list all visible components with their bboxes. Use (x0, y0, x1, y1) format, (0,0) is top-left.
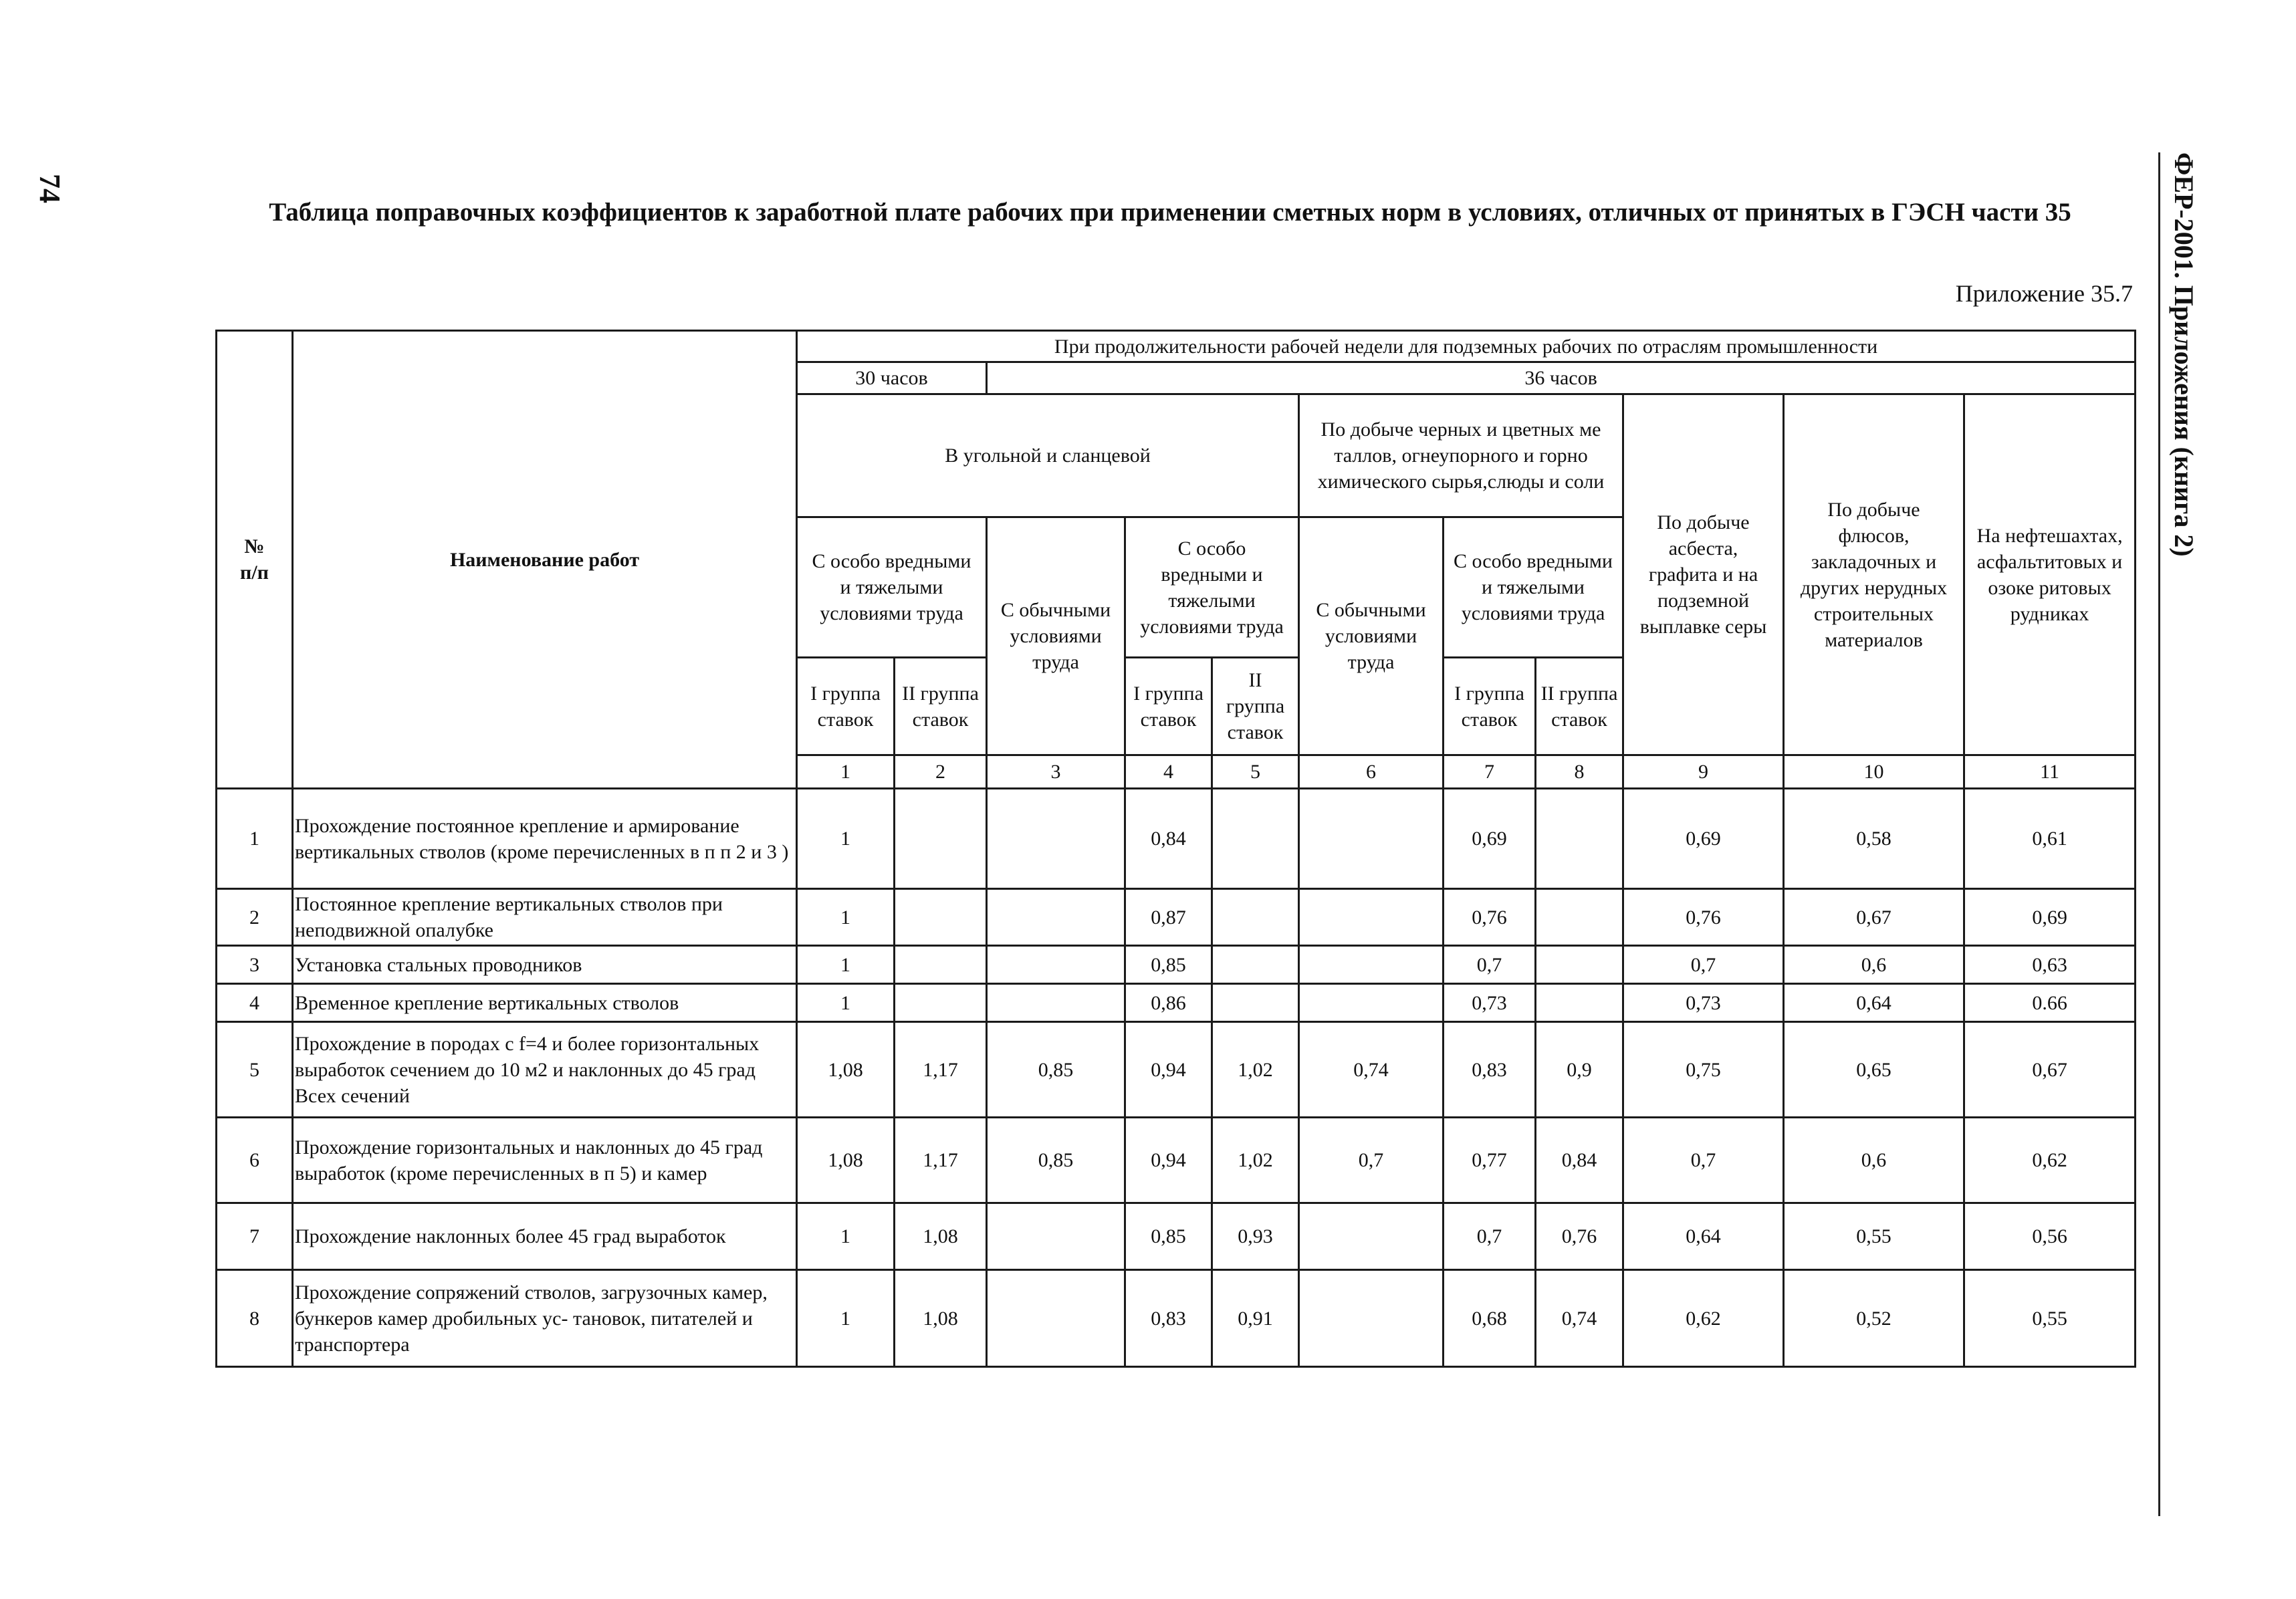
table-header (217, 331, 2136, 789)
work-name: Временное крепление вертикальных стволов (293, 984, 797, 1022)
coef-col7: 1,02 (1212, 1118, 1299, 1203)
row-number: 5 (217, 1022, 293, 1118)
table-row (217, 984, 2136, 1022)
coef-col13: 0,61 (1964, 789, 2136, 889)
coef-col13: 0,55 (1964, 1270, 2136, 1367)
row-number: 7 (217, 1203, 293, 1270)
table-body (217, 789, 2136, 1367)
coef-col9: 0,7 (1444, 1203, 1536, 1270)
coef-col12: 0,58 (1784, 789, 1964, 889)
row-number: 1 (217, 789, 293, 889)
coef-col12: 0,67 (1784, 889, 1964, 946)
coef-col12: 0,64 (1784, 984, 1964, 1022)
row-number: 3 (217, 946, 293, 984)
column-number: 3 (987, 755, 1125, 789)
coef-col8 (1299, 889, 1444, 946)
coef-col5 (987, 1270, 1125, 1367)
coef-col9: 0,68 (1444, 1270, 1536, 1367)
coef-col6: 0,94 (1125, 1022, 1212, 1118)
work-name: Прохождение горизонтальных и наклонных до 45 град выработок (кроме перечисленных в п 5) и камер (293, 1118, 797, 1203)
coef-col9: 0,69 (1444, 789, 1536, 889)
coef-col10 (1536, 946, 1623, 984)
coef-col6: 0,83 (1125, 1270, 1212, 1367)
coefficients-table (215, 330, 2136, 1368)
coef-col11: 0,7 (1623, 1118, 1784, 1203)
coef-col6: 0,85 (1125, 946, 1212, 984)
column-number: 10 (1784, 755, 1964, 789)
coef-col4 (895, 946, 987, 984)
coef-col8 (1299, 789, 1444, 889)
coef-col13: 0.66 (1964, 984, 2136, 1022)
coef-col11: 0,76 (1623, 889, 1784, 946)
work-name: Прохождение наклонных более 45 град выработок (293, 1203, 797, 1270)
coef-col9: 0,77 (1444, 1118, 1536, 1203)
table-row (217, 1118, 2136, 1203)
coef-col11: 0,73 (1623, 984, 1784, 1022)
header-metals: По добыче черных и цветных ме таллов, огнеупорного и горно химического сырья,слюды и соли (1299, 394, 1623, 517)
coef-col3: 1,08 (797, 1118, 895, 1203)
coef-col10: 0,84 (1536, 1118, 1623, 1203)
coef-col4: 1,17 (895, 1022, 987, 1118)
coef-col7 (1212, 789, 1299, 889)
coef-col8: 0,7 (1299, 1118, 1444, 1203)
coef-col6: 0,87 (1125, 889, 1212, 946)
work-name: Постоянное крепление вертикальных стволов при неподвижной опалубке (293, 889, 797, 946)
header-group2-col4: II группа ставок (895, 658, 987, 755)
column-number: 8 (1536, 755, 1623, 789)
coef-col13: 0,56 (1964, 1203, 2136, 1270)
coef-col11: 0,69 (1623, 789, 1784, 889)
coef-col4: 1,08 (895, 1203, 987, 1270)
coef-col13: 0,67 (1964, 1022, 2136, 1118)
header-workweek-group: При продолжительности рабочей недели для подземных рабочих по отраслям промышленности (797, 331, 2136, 362)
header-oil-mines: На нефтешахтах, асфальтитовых и озоке ритовых рудниках (1964, 394, 2136, 755)
coef-col8 (1299, 1270, 1444, 1367)
header-normal-metals: С обычными условиями труда (1299, 517, 1444, 755)
row-number: 4 (217, 984, 293, 1022)
coef-col8 (1299, 1203, 1444, 1270)
table-row (217, 889, 2136, 946)
coef-col12: 0,55 (1784, 1203, 1964, 1270)
running-title: ФЕР-2001. Приложения (книга 2) (2169, 152, 2199, 557)
work-name: Прохождение постоянное крепление и армирование вертикальных стволов (кроме перечисленных в п п 2 и 3 ) (293, 789, 797, 889)
coef-col10: 0,76 (1536, 1203, 1623, 1270)
header-group1-col3: I группа ставок (797, 658, 895, 755)
header-coal-shale: В угольной и сланцевой (797, 394, 1299, 517)
column-number: 6 (1299, 755, 1444, 789)
coef-col5 (987, 984, 1125, 1022)
coef-col3: 1 (797, 946, 895, 984)
coef-col11: 0,7 (1623, 946, 1784, 984)
header-work-name: Наименование работ (293, 331, 797, 789)
coef-col3: 1 (797, 1203, 895, 1270)
coef-col7 (1212, 889, 1299, 946)
coef-col3: 1,08 (797, 1022, 895, 1118)
coef-col13: 0,62 (1964, 1118, 2136, 1203)
header-harmful-36-metals: С особо вредными и тяжелыми условиями труда (1444, 517, 1623, 658)
coef-col13: 0,69 (1964, 889, 2136, 946)
coef-col13: 0,63 (1964, 946, 2136, 984)
coef-col8: 0,74 (1299, 1022, 1444, 1118)
header-group1-col6: I группа ставок (1125, 658, 1212, 755)
coef-col11: 0,62 (1623, 1270, 1784, 1367)
coef-col12: 0,6 (1784, 946, 1964, 984)
column-number: 2 (895, 755, 987, 789)
coef-col4: 1,17 (895, 1118, 987, 1203)
column-number: 9 (1623, 755, 1784, 789)
table-row (217, 1022, 2136, 1118)
coef-col3: 1 (797, 1270, 895, 1367)
work-name: Прохождение в породах с f=4 и более горизонтальных выработок сечением до 10 м2 и наклонных до 45 град Всех сечений (293, 1022, 797, 1118)
coef-col9: 0,83 (1444, 1022, 1536, 1118)
coef-col8 (1299, 984, 1444, 1022)
coef-col6: 0,94 (1125, 1118, 1212, 1203)
coef-col10 (1536, 889, 1623, 946)
coef-col9: 0,73 (1444, 984, 1536, 1022)
coef-col7 (1212, 984, 1299, 1022)
coef-col12: 0,52 (1784, 1270, 1964, 1367)
table-row (217, 1270, 2136, 1367)
header-36-hours: 36 часов (987, 362, 2136, 394)
column-number: 4 (1125, 755, 1212, 789)
coef-col4: 1,08 (895, 1270, 987, 1367)
coef-col4 (895, 789, 987, 889)
coef-col9: 0,76 (1444, 889, 1536, 946)
coef-col6: 0,84 (1125, 789, 1212, 889)
right-margin-rule (2158, 152, 2160, 1516)
coef-col7 (1212, 946, 1299, 984)
coef-col12: 0,65 (1784, 1022, 1964, 1118)
table-row (217, 946, 2136, 984)
row-number: 2 (217, 889, 293, 946)
coef-col5: 0,85 (987, 1118, 1125, 1203)
coef-col11: 0,75 (1623, 1022, 1784, 1118)
coef-col4 (895, 889, 987, 946)
coef-col5 (987, 1203, 1125, 1270)
header-harmful-30: С особо вредными и тяжелыми условиями труда (797, 517, 987, 658)
coef-col7: 0,91 (1212, 1270, 1299, 1367)
header-30-hours: 30 часов (797, 362, 987, 394)
header-harmful-36-coal: С особо вредными и тяжелыми условиями труда (1125, 517, 1299, 658)
coef-col7: 0,93 (1212, 1203, 1299, 1270)
coef-col9: 0,7 (1444, 946, 1536, 984)
coef-col8 (1299, 946, 1444, 984)
page-title: Таблица поправочных коэффициентов к заработной плате рабочих при применении сметных норм в условиях, отличных от принятых в ГЭСН части 35 (269, 198, 2071, 227)
coef-col6: 0,86 (1125, 984, 1212, 1022)
coef-col5 (987, 789, 1125, 889)
column-number: 1 (797, 755, 895, 789)
coef-col3: 1 (797, 984, 895, 1022)
row-number: 8 (217, 1270, 293, 1367)
header-flux: По добыче флюсов, закладочных и других нерудных строительных материалов (1784, 394, 1964, 755)
row-number: 6 (217, 1118, 293, 1203)
coef-col3: 1 (797, 789, 895, 889)
coef-col10: 0,74 (1536, 1270, 1623, 1367)
header-normal-coal: С обычными условиями труда (987, 517, 1125, 755)
column-number: 7 (1444, 755, 1536, 789)
table-row (217, 1203, 2136, 1270)
column-number: 5 (1212, 755, 1299, 789)
coef-col3: 1 (797, 889, 895, 946)
page-number: 74 (33, 174, 66, 203)
coef-col5: 0,85 (987, 1022, 1125, 1118)
table-row (217, 789, 2136, 889)
coef-col5 (987, 889, 1125, 946)
header-group2-col7: II группа ставок (1212, 658, 1299, 755)
work-name: Установка стальных проводников (293, 946, 797, 984)
column-number: 11 (1964, 755, 2136, 789)
coef-col5 (987, 946, 1125, 984)
header-group1-col9: I группа ставок (1444, 658, 1536, 755)
coef-col10 (1536, 984, 1623, 1022)
coef-col10: 0,9 (1536, 1022, 1623, 1118)
coef-col11: 0,64 (1623, 1203, 1784, 1270)
header-asbestos: По добыче асбеста, графита и на подземной выплавке серы (1623, 394, 1784, 755)
header-group2-col10: II группа ставок (1536, 658, 1623, 755)
header-number: № п/п (217, 331, 293, 789)
coef-col7: 1,02 (1212, 1022, 1299, 1118)
coef-col10 (1536, 789, 1623, 889)
appendix-label: Приложение 35.7 (1955, 280, 2133, 307)
work-name: Прохождение сопряжений стволов, загрузочных камер, бункеров камер дробильных ус- тановок, питателей и транспортера (293, 1270, 797, 1367)
coef-col6: 0,85 (1125, 1203, 1212, 1270)
coef-col12: 0,6 (1784, 1118, 1964, 1203)
coef-col4 (895, 984, 987, 1022)
